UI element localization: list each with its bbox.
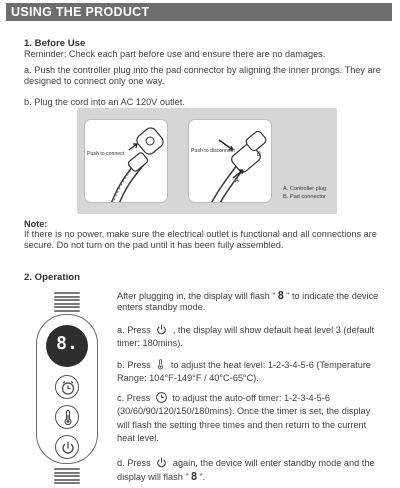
- timer-icon: [155, 391, 168, 404]
- section-header: [6, 3, 392, 21]
- note-heading: Note:: [24, 219, 48, 229]
- connect-plug-drawing: [85, 120, 168, 203]
- before-use-heading: 1. Before Use: [24, 38, 86, 49]
- push-to-disconnect-label: Push to disconnect: [191, 148, 235, 154]
- step-b-description: to adjust the heat level: 1-2-3-4-5-6 (Temperature Range: 104°F-149°F / 40°C-65°C).: [117, 360, 372, 383]
- section-title: USING THE PRODUCT: [11, 5, 150, 19]
- bottom-cord-strain-relief: [54, 468, 80, 486]
- step-b-text: b. Plug the cord into an AC 120V outlet.: [24, 97, 185, 107]
- marker-b: B: [257, 152, 262, 158]
- display-digit: 8.: [56, 333, 78, 354]
- power-icon: [155, 323, 168, 336]
- operation-heading: 2. Operation: [24, 272, 80, 283]
- step-d-end: ".: [199, 472, 206, 483]
- heat-level-button[interactable]: [55, 405, 79, 429]
- note-text: If there is no power, make sure the electrical outlet is functional and all connections are secure. Do not turn on the pad until it has been fully assembled.: [24, 229, 377, 251]
- legend-pad-connector: B. Pad connector: [283, 194, 326, 200]
- operation-step-a: [117, 323, 387, 350]
- illustration-legend: [283, 185, 326, 201]
- step-d-prefix: d. Press: [117, 458, 151, 468]
- disconnect-plug-drawing: [189, 120, 272, 203]
- timer-button[interactable]: [55, 375, 79, 399]
- standby-digit-icon: 8: [190, 470, 198, 484]
- operation-step-b: [117, 358, 385, 385]
- step-d-description: again, the device will enter standby mode and the display will flash ": [117, 458, 375, 483]
- connect-panel: [84, 119, 168, 203]
- intro-text-end: " to indicate the device enters standby mode.: [117, 291, 379, 313]
- operation-step-c: [117, 391, 385, 446]
- operation-intro: [117, 290, 385, 313]
- thermometer-icon: [56, 406, 80, 430]
- step-a-prefix: a. Press: [117, 325, 151, 335]
- step-b-prefix: b. Press: [117, 360, 151, 370]
- step-c-prefix: c. Press: [117, 393, 151, 403]
- push-to-connect-label: Push to connect: [87, 151, 125, 157]
- remote-body: [36, 314, 98, 464]
- power-icon: [155, 456, 168, 469]
- remote-display: [46, 325, 88, 367]
- connection-illustration: [77, 108, 337, 214]
- disconnect-panel: [188, 119, 272, 203]
- timer-icon: [56, 376, 80, 400]
- operation-step-d: [117, 456, 385, 485]
- thermometer-icon: [155, 358, 166, 371]
- legend-controller-plug: A. Controller plug: [283, 186, 327, 192]
- remote-controller: [26, 290, 108, 488]
- step-a-text: a. Push the controller plug into the pad connector by aligning the inner prongs. They are designed to connect only one way.: [24, 65, 381, 87]
- reminder-text: Reminder: Check each part before use and ensure there are no damages.: [24, 49, 326, 59]
- power-icon: [56, 436, 80, 460]
- power-button[interactable]: [55, 435, 79, 459]
- marker-a: A: [235, 178, 240, 184]
- standby-digit-icon: 8: [277, 289, 285, 302]
- intro-text-start: After plugging in, the display will flash ": [117, 291, 276, 301]
- step-c-description: to adjust the auto-off timer: 1-2-3-4-5-6 (30/60/90/120/150/180mins). Once the timer is set, the display will flash the setting three times and then return to the current heat level.: [117, 393, 371, 444]
- step-a-description: , the display will show default heat level 3 (default timer: 180mins).: [117, 325, 375, 348]
- top-cord-strain-relief: [54, 292, 80, 313]
